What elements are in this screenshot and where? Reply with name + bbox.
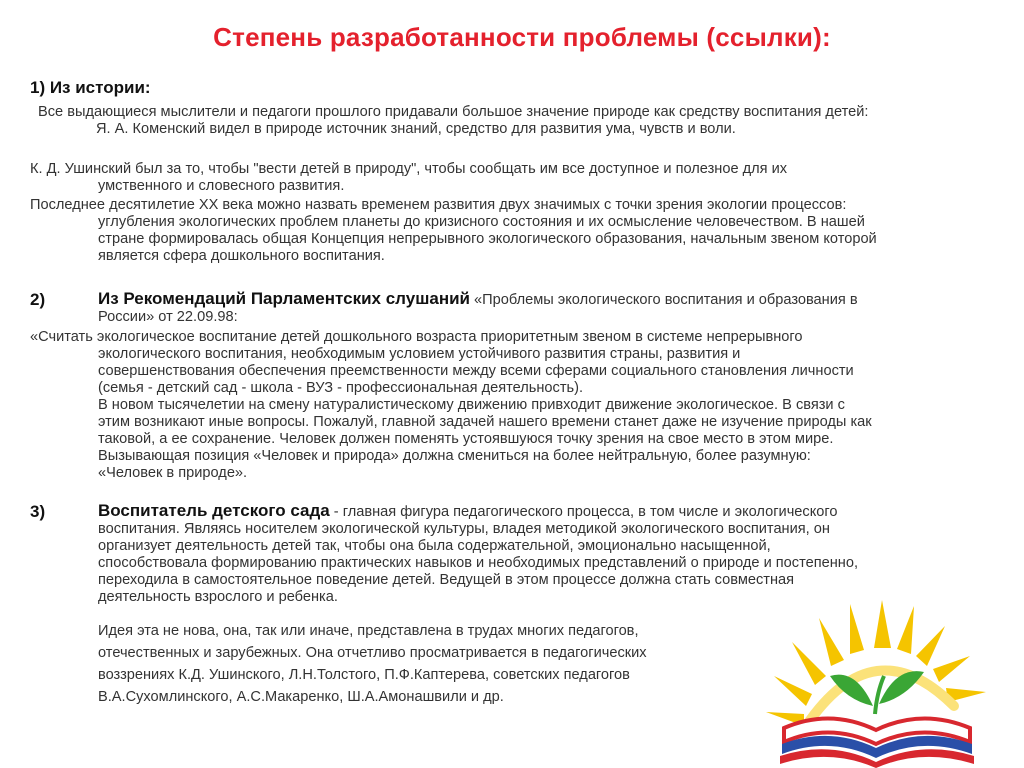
section-1-paragraph-2 xyxy=(30,161,787,195)
section-3-heading-rest: - главная фигура педагогического процесса, в том числе и экологического xyxy=(329,504,838,520)
section-2-heading-bold: Из Рекомендаций Парламентских слушаний xyxy=(98,289,470,308)
text-line: деятельность взрослого и ребенка. xyxy=(98,589,338,605)
text-line: отечественных и зарубежных. Она отчетливо просматривается в педагогических xyxy=(98,645,647,661)
text-line: переходила в самостоятельное поведение детей. Ведущей в этом процессе должна стать совместная xyxy=(98,572,795,588)
text-line: Все выдающиеся мыслители и педагоги прошлого придавали большое значение природе как средству воспитания детей: xyxy=(38,104,869,120)
section-2-body xyxy=(30,329,872,482)
text-line: углубления экологических проблем планеты до кризисного состояния и их осмысление человечеством. В нашей xyxy=(98,214,865,230)
text-line: этим возникают иные вопросы. Пожалуй, главной задачей нашего времени станет даже не изучение природы как xyxy=(98,414,872,430)
section-3-number: 3) xyxy=(30,502,46,521)
text-line: Вызывающая позиция «Человек и природа» должна смениться на более нейтральную, более разумную: xyxy=(98,448,811,464)
text-line: способствовала формированию практических навыков и необходимых представлений о природе и постепенно, xyxy=(98,555,859,571)
section-2-heading xyxy=(98,290,858,326)
text-line: умственного и словесного развития. xyxy=(98,178,345,194)
section-2-heading-rest: «Проблемы экологического воспитания и образования в xyxy=(469,292,858,308)
section-3-idea xyxy=(98,620,647,708)
text-line: Последнее десятилетие XX века можно назвать временем развития двух значимых с точки зрения экологии процессов: xyxy=(30,197,847,213)
page-title: Степень разработанности проблемы (ссылки): xyxy=(213,22,831,52)
text-line: К. Д. Ушинский был за то, чтобы "вести детей в природу", чтобы сообщать им все доступное и полезное для их xyxy=(30,161,788,177)
section-1-paragraph-3 xyxy=(30,197,877,265)
section-1-heading: 1) Из истории: xyxy=(30,78,151,97)
section-3-heading-bold: Воспитатель детского сада xyxy=(98,501,330,520)
section-3-body xyxy=(98,502,858,606)
text-line: (семья - детский сад - школа - ВУЗ - профессиональная деятельность). xyxy=(98,380,584,396)
text-line: В новом тысячелетии на смену натуралистическому движению привходит движение экологическое. В связи с xyxy=(98,397,845,413)
sprout xyxy=(830,671,924,714)
text-line: «Человек в природе». xyxy=(98,465,248,481)
section-1-paragraph-1 xyxy=(38,104,868,138)
text-line: стране формировалась общая Концепция непрерывного экологического образования, начальным звеном которой xyxy=(98,231,877,247)
text-line: воспитания. Являясь носителем экологической культуры, владея методикой экологического воспитания, он xyxy=(98,521,830,537)
open-book xyxy=(780,718,974,768)
section-2-number: 2) xyxy=(30,290,46,309)
text-line: Идея эта не нова, она, так или иначе, представлена в трудах многих педагогов, xyxy=(98,623,639,639)
sun-book-sprout-icon xyxy=(764,596,990,768)
text-line: совершенствования обеспечения преемственности между всеми сферами социального становления личности xyxy=(98,363,854,379)
text-line: воззрениях К.Д. Ушинского, Л.Н.Толстого, П.Ф.Каптерева, советских педагогов xyxy=(98,667,630,683)
text-line: Я. А. Коменский видел в природе источник знаний, средство для развития ума, чувств и воли. xyxy=(96,121,736,137)
text-line: экологического воспитания, необходимым условием устойчивого развития страны, развития и xyxy=(98,346,741,362)
text-line: является сфера дошкольного воспитания. xyxy=(98,248,385,264)
text-line: России» от 22.09.98: xyxy=(98,309,238,325)
text-line: организует деятельность детей так, чтобы она была содержательной, эмоционально насыщенной, xyxy=(98,538,771,554)
text-line: «Считать экологическое воспитание детей дошкольного возраста приоритетным звеном в системе непрерывного xyxy=(30,329,803,345)
text-line: В.А.Сухомлинского, А.С.Макаренко, Ш.А.Амонашвили и др. xyxy=(98,689,504,705)
text-line: таковой, а ее сохранение. Человек должен поменять устоявшуюся точку зрения на свое место в этом мире. xyxy=(98,431,834,447)
